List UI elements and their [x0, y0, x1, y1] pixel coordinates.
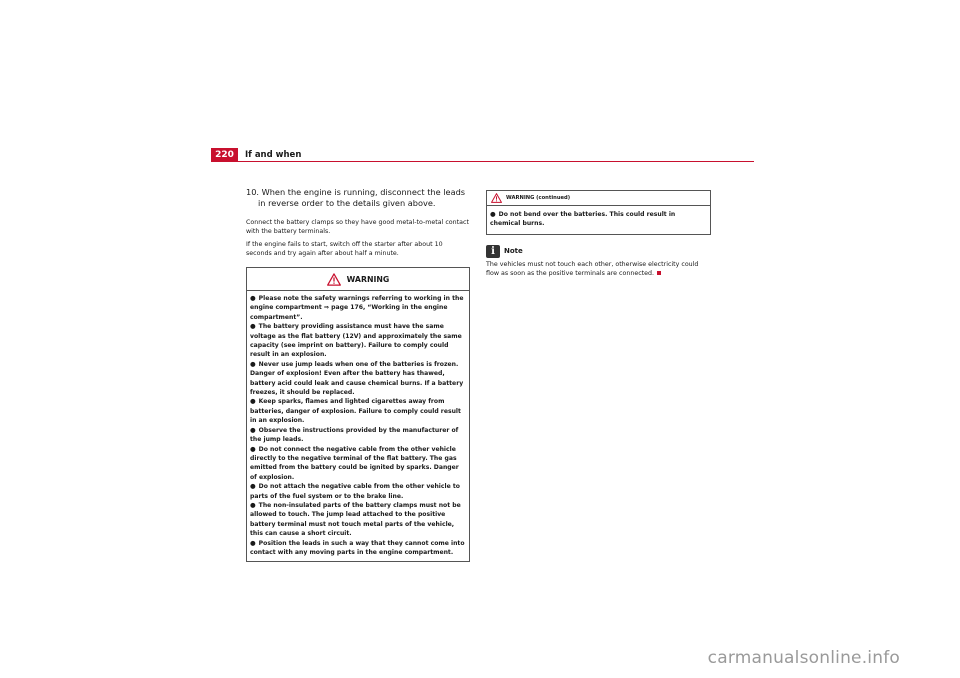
paragraph-restart: If the engine fails to start, switch off the starter after about 10 seconds and try again after about half a minute. — [246, 241, 443, 257]
warning-item — [250, 397, 466, 425]
warning-item-text: Keep sparks, flames and lighted cigarettes away from batteries, danger of explosion. Failure to comply could result in an explosion. — [250, 398, 461, 425]
warning-triangle-icon — [491, 193, 502, 203]
warning-item-text: The non-insulated parts of the battery clamps must not be allowed to touch. The jump lead attached to the positive battery terminal must not touch metal parts of the vehicle, this can cause a short circuit. — [250, 501, 461, 538]
bullet-icon: ● — [250, 294, 256, 302]
bullet-icon: ● — [250, 538, 256, 547]
note-title: Note — [504, 247, 523, 256]
paragraph-clamps: Connect the battery clamps so they have good metal-to-metal contact with the battery terminals. — [246, 219, 469, 235]
warning-continued-header — [487, 191, 710, 206]
chapter-title: If and when — [245, 150, 302, 160]
header-rule — [211, 161, 754, 162]
bullet-icon: ● — [490, 210, 496, 218]
bullet-icon: ● — [250, 482, 256, 491]
warning-header — [247, 268, 469, 291]
right-column — [486, 190, 711, 278]
warning-item-text: Do not bend over the batteries. This could result in chemical burns. — [490, 211, 676, 228]
warning-item-text: Never use jump leads when one of the batteries is frozen. Danger of explosion! Even after the battery has thawed, battery acid could leak and cause chemical burns. If a battery freezes, it should be replaced. — [250, 360, 464, 397]
warning-item — [250, 360, 466, 398]
left-column — [246, 187, 470, 562]
warning-item — [250, 501, 466, 539]
warning-item — [250, 294, 466, 322]
warning-item-text: The battery providing assistance must have the same voltage as the flat battery (12V) and approximately the same capacity (see imprint on battery). Failure to comply could result in an explosion. — [250, 323, 462, 359]
warning-label: WARNING — [346, 274, 390, 284]
warning-item — [490, 210, 707, 229]
warning-item-text: Do not attach the negative cable from the other vehicle to parts of the fuel system or to the brake line. — [250, 483, 460, 500]
warning-item-text: Please note the safety warnings referring to working in the engine compartment ⇒ page 176, “Working in the engine compartment”. — [250, 295, 464, 321]
warning-item-text: Observe the instructions provided by the manufacturer of the jump leads. — [250, 426, 459, 444]
warning-item — [250, 426, 466, 445]
bullet-icon: ● — [250, 425, 256, 434]
warning-item-text: Do not connect the negative cable from the other vehicle directly to the negative terminal of the flat battery. The gas emitted from the battery could be ignited by sparks. Danger of explosion. — [250, 445, 459, 481]
bullet-icon: ● — [250, 359, 256, 368]
note-text: The vehicles must not touch each other, otherwise electricity could flow as soon as the positive terminals are connected. — [486, 260, 699, 277]
bullet-icon: ● — [250, 500, 256, 509]
warning-item — [250, 445, 466, 483]
warning-item — [250, 322, 466, 360]
bullet-icon: ● — [250, 444, 256, 453]
warning-continued-label: WARNING (continued) — [506, 195, 571, 201]
warning-item — [250, 482, 466, 501]
watermark: carmanualsonline.info — [707, 648, 900, 668]
note-header — [486, 245, 711, 258]
bullet-icon: ● — [250, 397, 256, 406]
warning-continued-box — [486, 190, 711, 235]
warning-box — [246, 267, 470, 562]
warning-list — [250, 294, 466, 557]
end-mark — [657, 271, 661, 275]
warning-item — [250, 539, 466, 558]
info-icon: i — [486, 245, 500, 258]
warning-triangle-icon — [327, 273, 341, 286]
bullet-icon: ● — [250, 322, 256, 331]
warning-continued-list — [487, 206, 710, 234]
page-number: 220 — [211, 148, 238, 162]
warning-item-text: Position the leads in such a way that they cannot come into contact with any moving parts in the engine compartment. — [250, 539, 465, 556]
step-10: 10. When the engine is running, disconnect the leads in reverse order to the details given above. — [246, 187, 466, 208]
